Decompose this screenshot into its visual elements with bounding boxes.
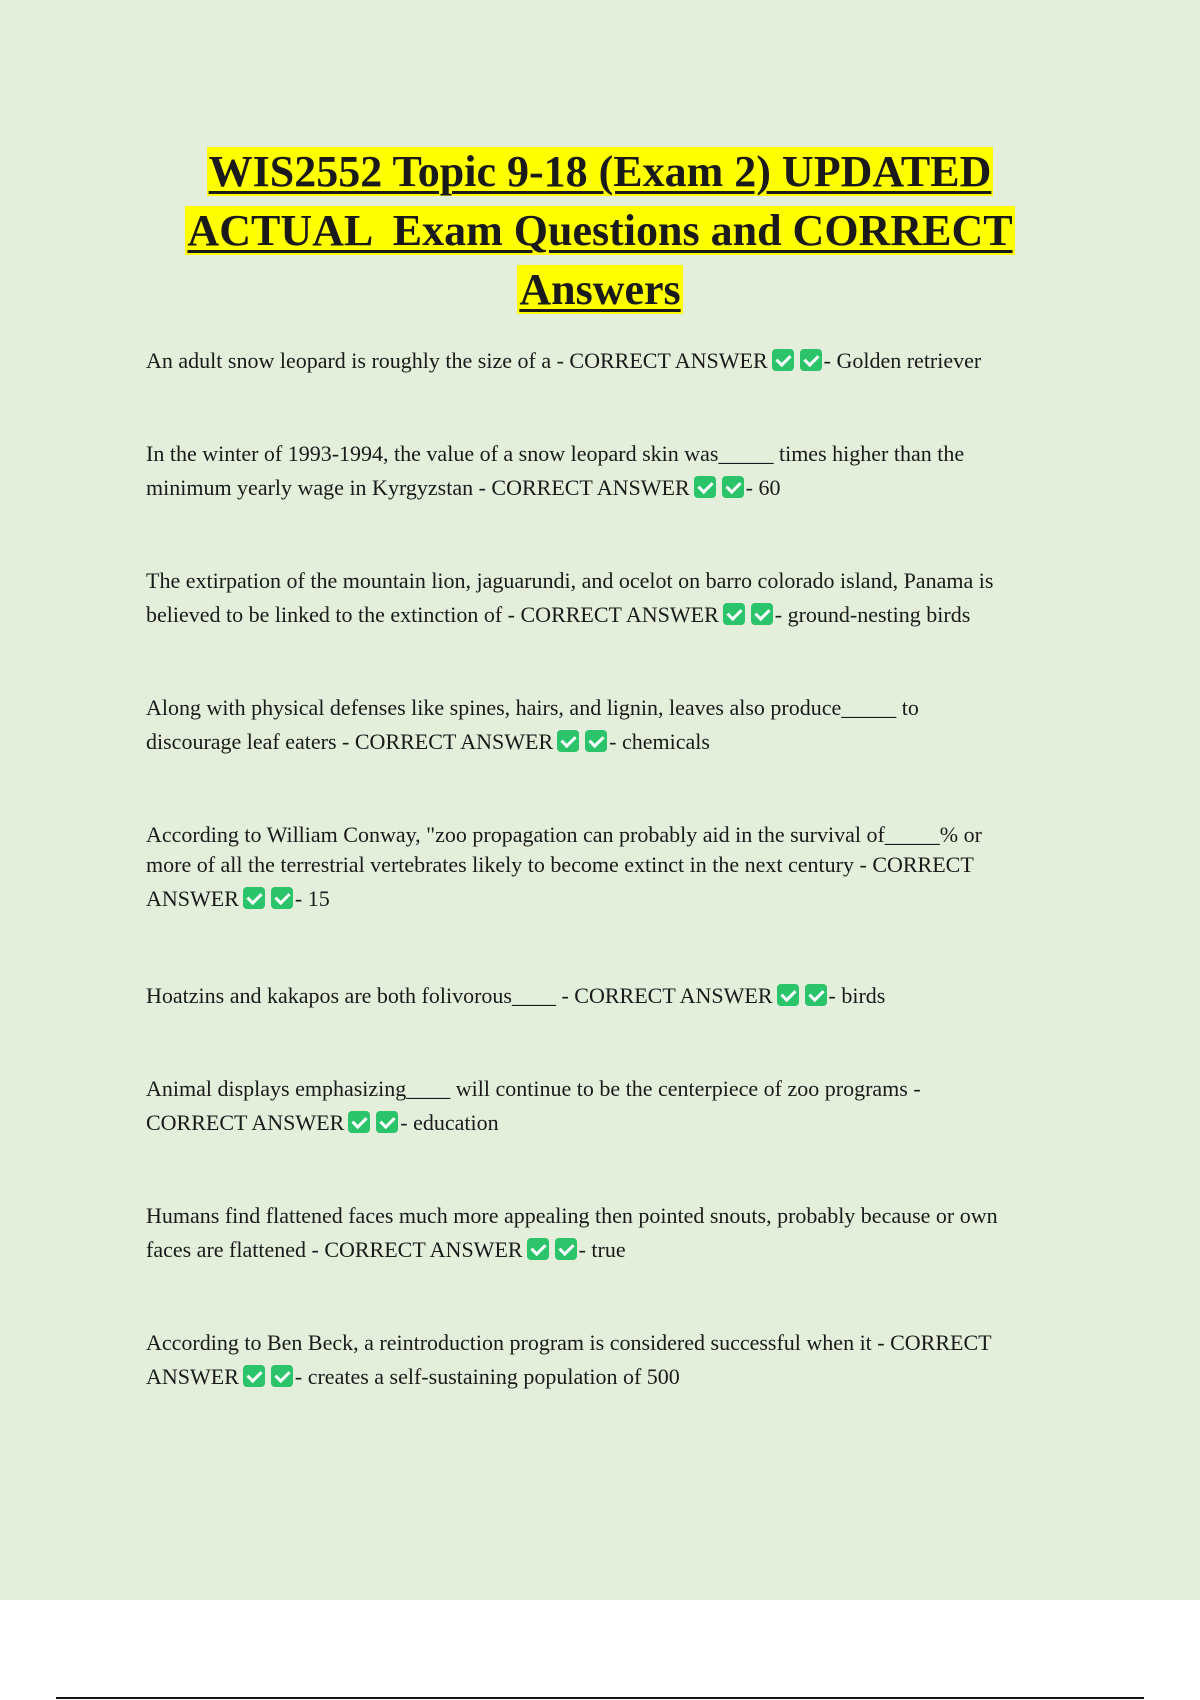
answer-line [146,1233,1086,1267]
answer-line [146,882,1086,916]
question-answer-item [146,437,1086,505]
green-checkbox-icon [723,603,745,625]
green-checkbox-icon [772,349,794,371]
question-answer-item [146,979,1086,1013]
answer-text: - creates a self-sustaining population of 500 [294,1364,680,1389]
title-line: WIS2552 Topic 9-18 (Exam 2) UPDATED [208,147,992,196]
answer-text: - chemicals [609,729,710,754]
answer-prefix: faces are flattened - CORRECT ANSWER [146,1237,523,1262]
question-line: Animal displays emphasizing____ will continue to be the centerpiece of zoo programs - [146,1076,921,1101]
question-line: In the winter of 1993-1994, the value of a snow leopard skin was_____ times higher than the [146,441,965,466]
question-answer-item [146,1072,1086,1140]
question-line: Humans find flattened faces much more appealing then pointed snouts, probably because or own [146,1203,998,1228]
green-checkbox-icon [805,984,827,1006]
answer-prefix: ANSWER [146,886,239,911]
answer-line [146,1106,1086,1140]
question-answer-item [146,344,1086,378]
green-checkbox-icon [694,476,716,498]
answer-line [146,1360,1086,1394]
answer-line [146,598,1086,632]
answer-text: - ground-nesting birds [774,602,971,627]
green-checkbox-icon [376,1111,398,1133]
question-answer-item [146,564,1086,632]
question-answer-item [146,818,1086,916]
answer-text: - birds [828,983,886,1008]
answer-line [146,344,1086,378]
question-line: According to Ben Beck, a reintroduction program is considered successful when it - CORRECT [146,1330,992,1355]
green-checkbox-icon [585,730,607,752]
document-title [0,142,1200,319]
answer-text: - Golden retriever [823,348,982,373]
green-checkbox-icon [527,1238,549,1260]
green-checkbox-icon [243,1365,265,1387]
question-line: more of all the terrestrial vertebrates likely to become extinct in the next century - CORRECT [146,852,974,877]
green-checkbox-icon [555,1238,577,1260]
answer-text: - 60 [745,475,781,500]
green-checkbox-icon [271,1365,293,1387]
answer-line [146,725,1086,759]
question-line: Along with physical defenses like spines, hairs, and lignin, leaves also produce_____ to [146,695,919,720]
answer-text: - education [400,1110,499,1135]
green-checkbox-icon [271,887,293,909]
answer-prefix: minimum yearly wage in Kyrgyzstan - CORRECT ANSWER [146,475,690,500]
question-line: According to William Conway, "zoo propagation can probably aid in the survival of_____% or [146,822,982,847]
green-checkbox-icon [800,349,822,371]
answer-line [146,979,1086,1013]
question-line: The extirpation of the mountain lion, jaguarundi, and ocelot on barro colorado island, Panama is [146,568,994,593]
question-answer-item [146,1326,1086,1394]
green-checkbox-icon [777,984,799,1006]
answer-prefix: discourage leaf eaters - CORRECT ANSWER [146,729,554,754]
title-line: ACTUAL Exam Questions and CORRECT [187,206,1013,255]
answer-text: - true [578,1237,626,1262]
green-checkbox-icon [557,730,579,752]
page-footer-rule [56,1697,1144,1699]
answer-line [146,471,1086,505]
green-checkbox-icon [722,476,744,498]
green-checkbox-icon [243,887,265,909]
answer-prefix: An adult snow leopard is roughly the size of a - CORRECT ANSWER [146,348,768,373]
question-answer-item [146,691,1086,759]
answer-prefix: CORRECT ANSWER [146,1110,345,1135]
answer-prefix: Hoatzins and kakapos are both folivorous____ - CORRECT ANSWER [146,983,773,1008]
title-line: Answers [519,265,681,314]
answer-text: - 15 [294,886,330,911]
green-checkbox-icon [751,603,773,625]
answer-prefix: believed to be linked to the extinction of - CORRECT ANSWER [146,602,719,627]
green-checkbox-icon [348,1111,370,1133]
answer-prefix: ANSWER [146,1364,239,1389]
question-answer-item [146,1199,1086,1267]
